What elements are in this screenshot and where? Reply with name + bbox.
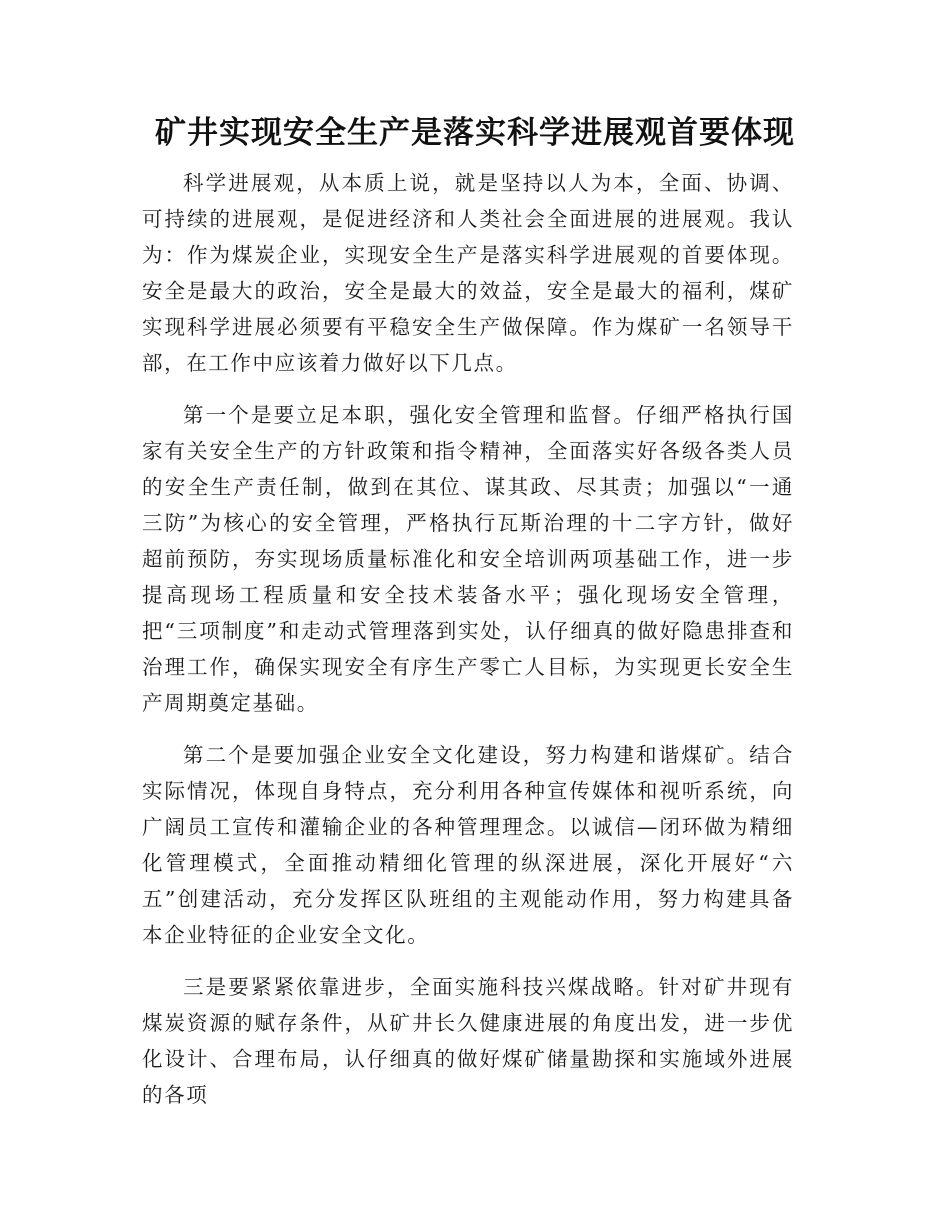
paragraph-third-point: 三是要紧紧依靠进步，全面实施科技兴煤战略。针对矿井现有煤炭资源的赋存条件，从矿井长久健康进展的角度出发，进一步优化设计、合理布局，认仔细真的做好煤矿储量勘探和实施域外进展的各项 [142, 975, 794, 1107]
paragraph-second-point: 第二个是要加强企业安全文化建设，努力构建和谐煤矿。结合实际情况，体现自身特点，充分利用各种宣传媒体和视听系统，向广阔员工宣传和灌输企业的各种管理理念。以诚信—闭环做为精细化管理模式，全面推动精细化管理的纵深进展，深化开展好“六五”创建活动，充分发挥区队班组的主观能动作用，努力构建具备本企业特征的企业安全文化。 [142, 743, 794, 947]
paragraph-intro: 科学进展观，从本质上说，就是坚持以人为本，全面、协调、可持续的进展观，是促进经济和人类社会全面进展的进展观。我认为：作为煤炭企业，实现安全生产是落实科学进展观的首要体现。安全是最大的政治，安全是最大的效益，安全是最大的福利，煤矿实现科学进展必须要有平稳安全生产做保障。作为煤矿一名领导干部，在工作中应该着力做好以下几点。 [142, 171, 794, 375]
document-title: 矿井实现安全生产是落实科学进展观首要体现 [155, 115, 795, 151]
paragraph-first-point: 第一个是要立足本职，强化安全管理和监督。仔细严格执行国家有关安全生产的方针政策和指令精神，全面落实好各级各类人员的安全生产责任制，做到在其位、谋其政、尽其责；加强以“一通三防”为核心的安全管理，严格执行瓦斯治理的十二字方针，做好超前预防，夯实现场质量标准化和安全培训两项基础工作，进一步提高现场工程质量和安全技术装备水平；强化现场安全管理，把“三项制度”和走动式管理落到实处，认仔细真的做好隐患排查和治理工作，确保实现安全有序生产零亡人目标，为实现更长安全生产周期奠定基础。 [142, 403, 794, 715]
document-body [142, 165, 794, 1129]
